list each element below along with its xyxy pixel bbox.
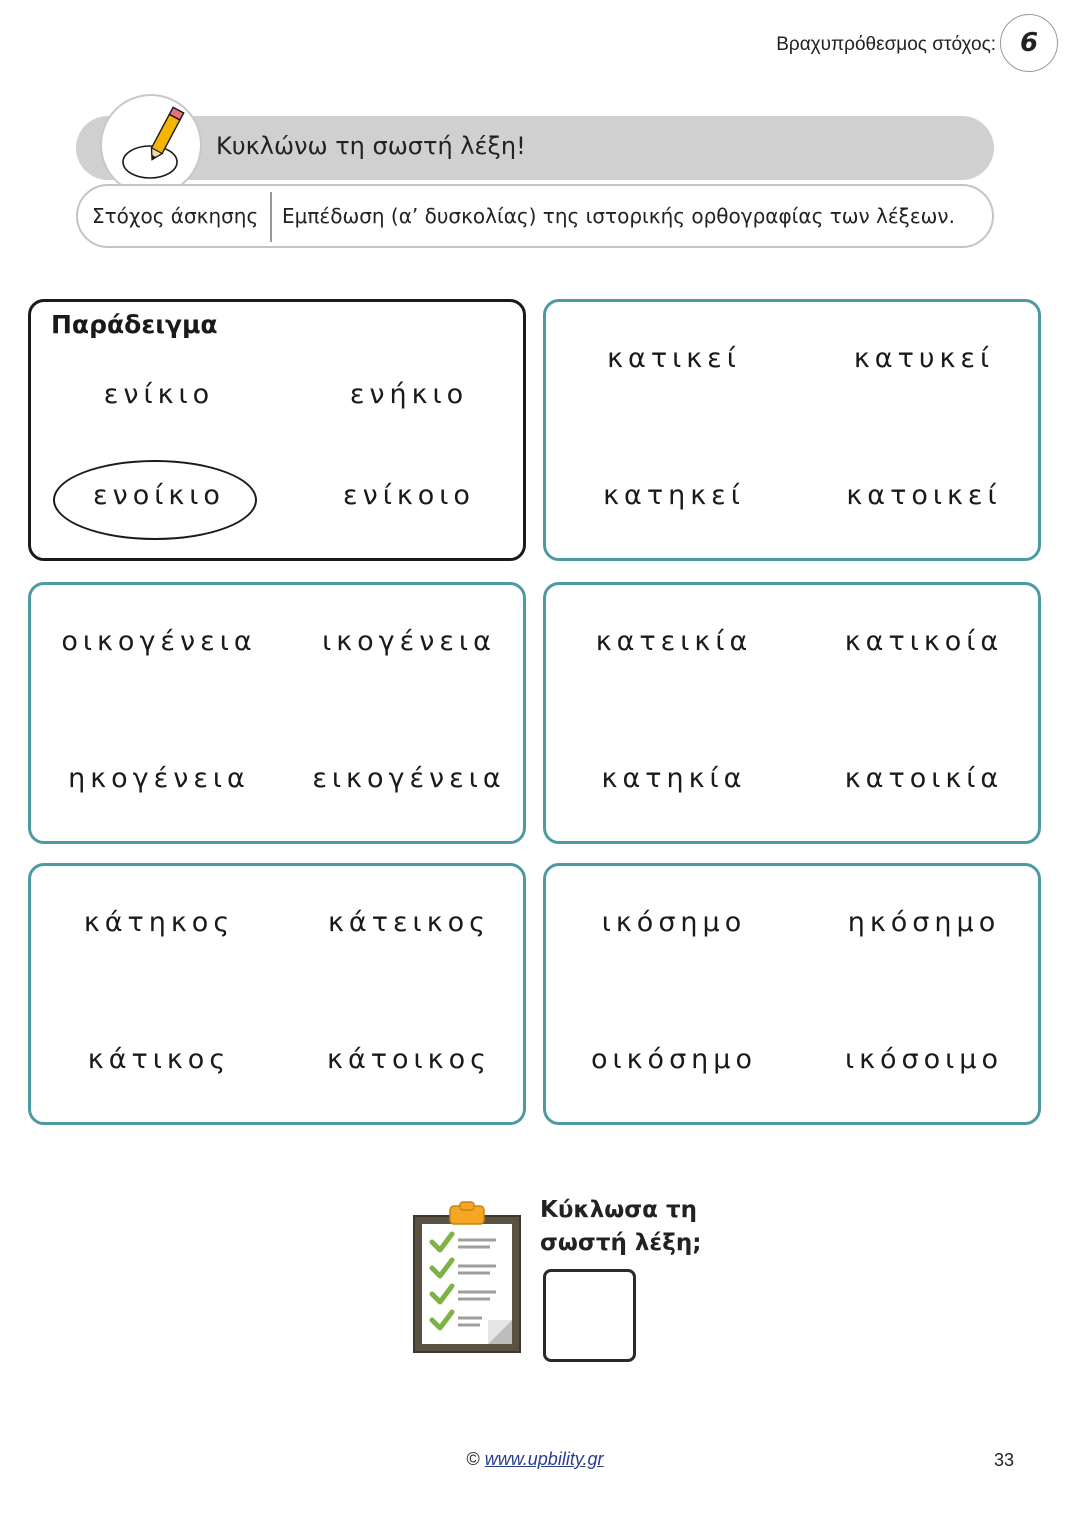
short-term-goal bbox=[776, 14, 1058, 72]
goal-bar-divider bbox=[270, 192, 272, 242]
footer bbox=[0, 1449, 1070, 1470]
word-option[interactable]: ηκογένεια bbox=[68, 763, 250, 794]
word-option[interactable]: κατηκεί bbox=[603, 480, 745, 511]
copyright-symbol: © bbox=[466, 1449, 480, 1469]
goal-number-badge: 6 bbox=[1000, 14, 1058, 72]
word-option[interactable]: κατηκία bbox=[601, 763, 747, 794]
goal-bar-text: Εμπέδωση (α’ δυσκολίας) της ιστορικής ορθογραφίας των λέξεων. bbox=[282, 204, 955, 228]
word-option[interactable]: κατοικεί bbox=[846, 480, 1002, 511]
word-option[interactable]: οικόσημο bbox=[590, 1044, 757, 1075]
example-box bbox=[28, 299, 526, 561]
exercise-box-5 bbox=[543, 863, 1041, 1125]
word-option[interactable]: ικόσοιμο bbox=[844, 1044, 1004, 1075]
self-check-line-2: σωστή λέξη; bbox=[540, 1230, 702, 1256]
self-check-checkbox[interactable] bbox=[543, 1269, 636, 1362]
word-option[interactable]: κάτεικος bbox=[328, 907, 490, 938]
website-link[interactable]: www.upbility.gr bbox=[484, 1449, 604, 1469]
word-option[interactable]: ηκόσημο bbox=[847, 907, 1001, 938]
word-option[interactable]: οικογένεια bbox=[61, 626, 257, 657]
word-option[interactable]: κατοικία bbox=[844, 763, 1004, 794]
word-option[interactable]: κατυκεί bbox=[853, 343, 995, 374]
word-option[interactable]: ενοίκιο bbox=[93, 480, 225, 511]
clipboard-checklist-icon bbox=[412, 1200, 524, 1360]
self-check-question bbox=[540, 1194, 701, 1260]
word-option[interactable]: ενίκιο bbox=[103, 379, 215, 410]
word-option[interactable]: κατικοία bbox=[844, 626, 1004, 657]
self-check-line-1: Κύκλωσα τη bbox=[540, 1197, 698, 1223]
title-bar bbox=[76, 116, 994, 180]
goal-label: Βραχυπρόθεσμος στόχος: bbox=[776, 34, 996, 55]
exercise-box-2 bbox=[28, 582, 526, 844]
word-option[interactable]: κάτικος bbox=[87, 1044, 231, 1075]
word-option[interactable]: ενίκοιο bbox=[343, 480, 475, 511]
exercise-box-3 bbox=[543, 582, 1041, 844]
page-number: 33 bbox=[993, 1450, 1014, 1470]
word-option[interactable]: κάτοικος bbox=[327, 1044, 491, 1075]
word-option[interactable]: εικογένεια bbox=[312, 763, 506, 794]
exercise-title: Κυκλώνω τη σωστή λέξη! bbox=[216, 132, 526, 160]
word-option[interactable]: ενήκιο bbox=[349, 379, 469, 410]
exercise-box-1 bbox=[543, 299, 1041, 561]
example-title: Παράδειγμα bbox=[51, 310, 218, 339]
word-option[interactable]: ικογένεια bbox=[322, 626, 496, 657]
word-option[interactable]: κατεικία bbox=[595, 626, 753, 657]
word-option[interactable]: κάτηκος bbox=[83, 907, 235, 938]
word-option[interactable]: κατικεί bbox=[607, 343, 741, 374]
word-option[interactable]: ικόσημο bbox=[601, 907, 747, 938]
goal-bar-label: Στόχος άσκησης bbox=[92, 204, 259, 228]
exercise-box-4 bbox=[28, 863, 526, 1125]
pencil-circle-icon bbox=[100, 94, 202, 196]
exercise-goal-bar bbox=[76, 184, 994, 248]
